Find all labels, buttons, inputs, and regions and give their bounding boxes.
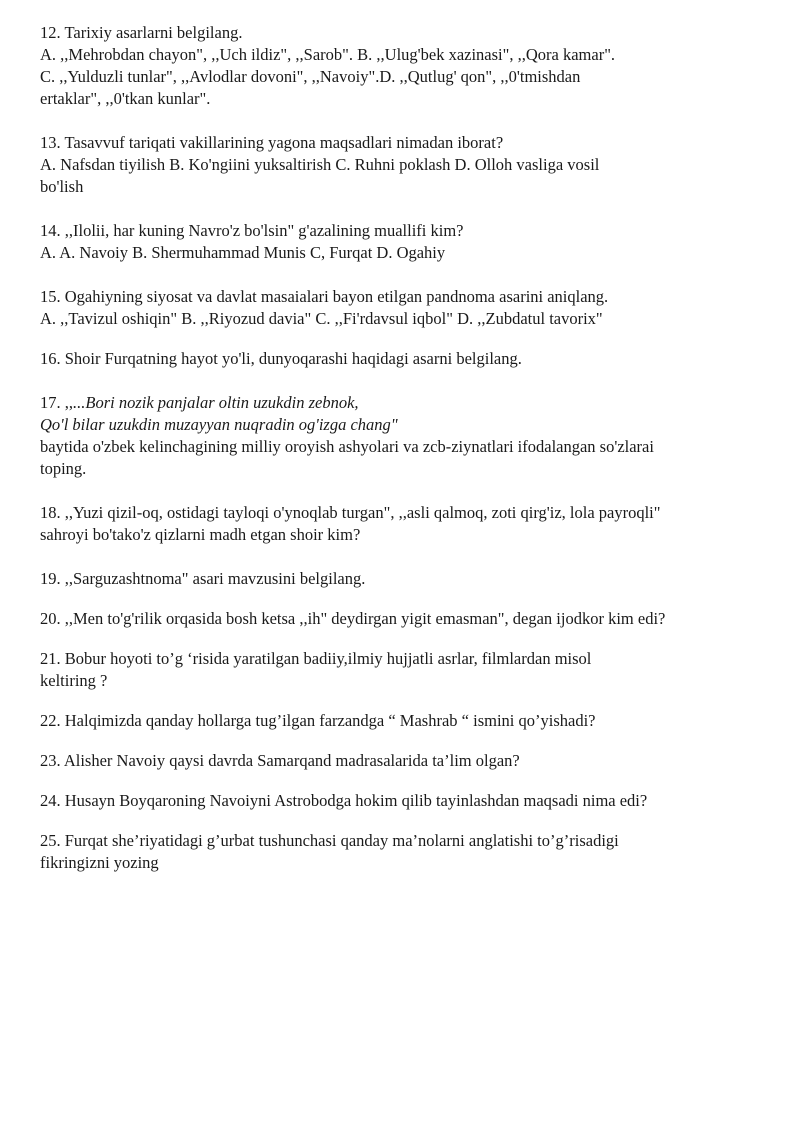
question-17-verse-1: ...Bori nozik panjalar oltin uzukdin zebnok,: [73, 393, 359, 412]
spacer: [40, 732, 780, 750]
spacer: [40, 546, 780, 568]
question-24: [40, 790, 780, 812]
question-13-options-cont: bo'lish: [40, 177, 84, 196]
question-15: [40, 286, 780, 330]
question-17-verse-line-1: [40, 392, 780, 414]
spacer: [40, 370, 780, 392]
spacer: [40, 812, 780, 830]
question-17-number: 17. ,,: [40, 393, 73, 412]
question-14-title: 14. ,,Ilolii, har kuning Navro'z bo'lsin" g'azalining muallifi kim?: [40, 221, 464, 240]
spacer: [40, 110, 780, 132]
question-17-task: baytida o'zbek kelinchagining milliy oroyish ashyolari va zcb-ziynatlari ifodalangan so'zlarai: [40, 437, 654, 456]
question-17-task-cont: toping.: [40, 459, 87, 478]
spacer: [40, 692, 780, 710]
spacer: [40, 330, 780, 348]
question-16: [40, 348, 780, 370]
question-23-title: 23. Alisher Navoiy qaysi davrda Samarqand madrasalarida ta’lim olgan?: [40, 751, 520, 770]
question-12-options-c-d: C. ,,Yulduzli tunlar", ,,Avlodlar dovoni", ,,Navoiy".D. ,,Qutlug' qon", ,,0'tmishdan: [40, 67, 581, 86]
question-21-title: 21. Bobur hoyoti to’g ‘risida yaratilgan badiiy,ilmiy hujjatli asrlar, filmlardan misol: [40, 649, 592, 668]
question-19: [40, 568, 780, 590]
question-16-title: 16. Shoir Furqatning hayot yo'li, dunyoqarashi haqidagi asarni belgilang.: [40, 349, 522, 368]
question-20-title: 20. ,,Men to'g'rilik orqasida bosh ketsa ,,ih" deydirgan yigit emasman", degan ijodkor kim edi?: [40, 609, 666, 628]
question-12-title: 12. Tarixiy asarlarni belgilang.: [40, 23, 243, 42]
question-25-title-cont: fikringizni yozing: [40, 853, 159, 872]
question-25: [40, 830, 780, 874]
question-23: [40, 750, 780, 772]
spacer: [40, 480, 780, 502]
question-18-title: 18. ,,Yuzi qizil-oq, ostidagi tayloqi o'ynoqlab turgan", ,,asli qalmoq, zoti qirg'iz, lola payroqli": [40, 503, 661, 522]
spacer: [40, 630, 780, 648]
question-18: [40, 502, 780, 546]
question-12: [40, 22, 780, 110]
question-25-title: 25. Furqat she’riyatidagi g’urbat tushunchasi qanday ma’nolarni anglatishi to’g’risadigi: [40, 831, 619, 850]
spacer: [40, 198, 780, 220]
question-14: [40, 220, 780, 264]
question-19-title: 19. ,,Sarguzashtnoma" asari mavzusini belgilang.: [40, 569, 366, 588]
question-14-options: A. A. Navoiy B. Shermuhammad Munis C, Furqat D. Ogahiy: [40, 243, 446, 262]
question-24-title: 24. Husayn Boyqaroning Navoiyni Astrobodga hokim qilib tayinlashdan maqsadi nima edi?: [40, 791, 648, 810]
question-15-options: A. ,,Tavizul oshiqin" B. ,,Riyozud davia" C. ,,Fi'rdavsul iqbol" D. ,,Zubdatul tavorix": [40, 309, 603, 328]
question-18-title-cont: sahroyi bo'tako'z qizlarni madh etgan shoir kim?: [40, 525, 361, 544]
question-17-verse-2: Qo'l bilar uzukdin muzayyan nuqradin og'izga chang": [40, 415, 398, 434]
question-13: [40, 132, 780, 198]
question-13-options: A. Nafsdan tiyilish B. Ko'ngiini yuksaltirish C. Ruhni poklash D. Olloh vasliga vosil: [40, 155, 600, 174]
spacer: [40, 590, 780, 608]
question-22: [40, 710, 780, 732]
spacer: [40, 772, 780, 790]
question-15-title: 15. Ogahiyning siyosat va davlat masaialari bayon etilgan pandnoma asarini aniqlang.: [40, 287, 609, 306]
question-20: [40, 608, 780, 630]
question-21: [40, 648, 780, 692]
question-22-title: 22. Halqimizda qanday hollarga tug’ilgan farzandga “ Mashrab “ ismini qo’yishadi?: [40, 711, 596, 730]
question-12-options-d-cont: ertaklar", ,,0'tkan kunlar".: [40, 89, 211, 108]
question-12-options-a-b: A. ,,Mehrobdan chayon", ,,Uch ildiz", ,,Sarob". B. ,,Ulug'bek xazinasi", ,,Qora kamar".: [40, 45, 616, 64]
question-13-title: 13. Tasavvuf tariqati vakillarining yagona maqsadlari nimadan iborat?: [40, 133, 504, 152]
question-21-title-cont: keltiring ?: [40, 671, 108, 690]
question-17: [40, 392, 780, 480]
spacer: [40, 264, 780, 286]
